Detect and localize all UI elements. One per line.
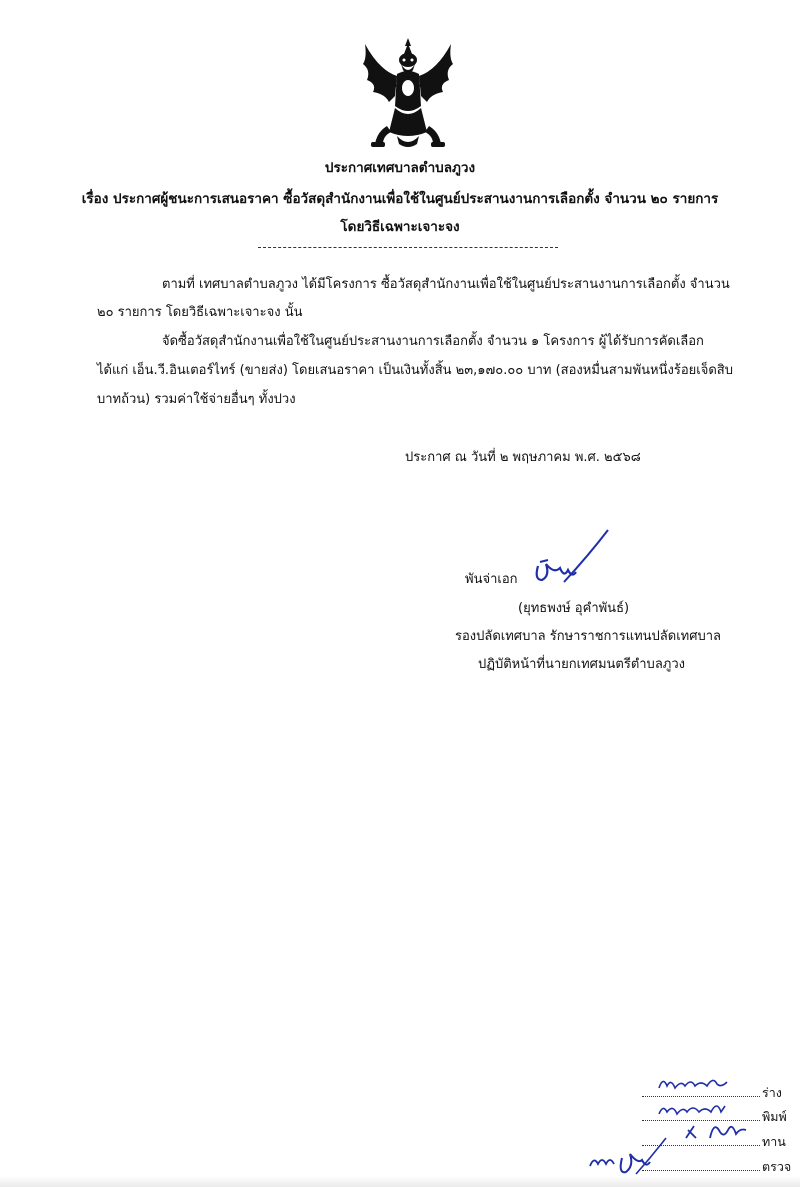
paragraph-2-line-1: จัดซื้อวัสดุสำนักงานเพื่อใช้ในศูนย์ประสานงานการเลือกตั้ง จำนวน ๑ โครงการ ผู้ได้รับการคัดเลือก: [162, 334, 704, 349]
header-divider: [258, 247, 558, 248]
announcement-date: ประกาศ ณ วันที่ ๒ พฤษภาคม พ.ศ. ๒๕๖๘: [405, 450, 641, 465]
scan-bottom-edge: [0, 1176, 800, 1187]
draft-initials-signature: [655, 1072, 735, 1094]
paragraph-1-line-2: ๒๐ รายการ โดยวิธีเฉพาะเจาะจง นั้น: [97, 305, 303, 320]
reviewed-label: ทาน: [762, 1134, 786, 1149]
checked-initials-signature: [586, 1134, 670, 1176]
paragraph-2-line-2: ได้แก่ เอ็น.วี.อินเตอร์ไทร์ (ขายส่ง) โดยเสนอราคา เป็นเงินทั้งสิ้น ๒๓,๑๗๐.๐๐ บาท (สองหมื่นสามพันหนึ่งร้อยเจ็ดสิบ: [97, 363, 733, 378]
draft-label: ร่าง: [762, 1085, 782, 1100]
typed-label: พิมพ์: [762, 1109, 787, 1124]
reviewed-initials-signature: [680, 1118, 750, 1144]
handwritten-signature: [528, 526, 618, 588]
issuer-title: ประกาศเทศบาลตำบลภูวง: [324, 160, 476, 176]
signer-rank: พันจ่าเอก: [465, 572, 518, 587]
subject-line-2: โดยวิธีเฉพาะเจาะจง: [340, 219, 460, 235]
checked-label: ตรวจ: [762, 1159, 792, 1174]
signer-name: (ยุทธพงษ์ อุคำพันธ์): [518, 601, 630, 616]
paragraph-1-line-1: ตามที่ เทศบาลตำบลภูวง ได้มีโครงการ ซื้อวัสดุสำนักงานเพื่อใช้ในศูนย์ประสานงานการเลือกตั้ง จำนวน: [162, 277, 730, 292]
typed-initials-signature: [655, 1098, 735, 1120]
draft-dotted-line: [642, 1096, 760, 1097]
paragraph-2-line-3: บาทถ้วน) รวมค่าใช้จ่ายอื่นๆ ทั้งปวง: [97, 392, 296, 407]
subject-line-1: เรื่อง ประกาศผู้ชนะการเสนอราคา ซื้อวัสดุสำนักงานเพื่อใช้ในศูนย์ประสานงานการเลือกตั้ง จำนวน ๒๐ รายการ: [81, 191, 719, 207]
garuda-emblem: [357, 36, 459, 152]
signer-position-2: ปฏิบัติหน้าที่นายกเทศมนตรีตำบลภูวง: [478, 657, 685, 672]
signer-position-1: รองปลัดเทศบาล รักษาราชการแทนปลัดเทศบาล: [455, 629, 721, 644]
